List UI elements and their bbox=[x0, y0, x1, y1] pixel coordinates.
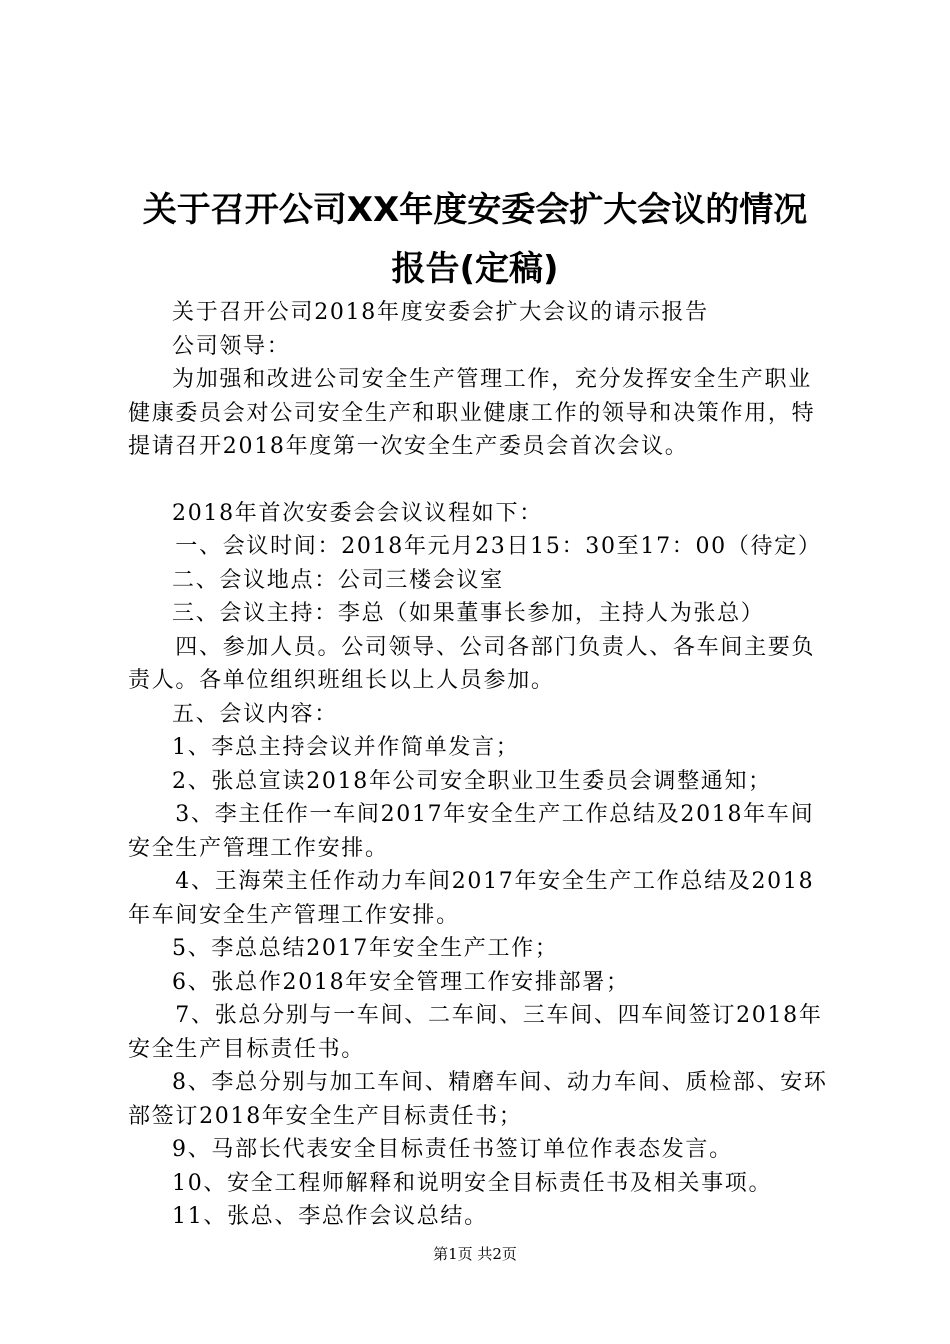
content-item-2: 2、张总宣读2018年公司安全职业卫生委员会调整通知； bbox=[172, 768, 772, 794]
page-number-footer: 第1页 共2页 bbox=[433, 1245, 517, 1263]
intro-paragraph: 为加强和改进公司安全生产管理工作，充分发挥安全生产职业健康委员会对公司安全生产和职业健康工作的领导和决策作用，特提请召开2018年度第一次安全生产委员会首次会议。 bbox=[128, 367, 816, 459]
agenda-item-host: 三、会议主持：李总（如果董事长参加，主持人为张总） bbox=[172, 601, 765, 626]
content-item-7: 7、张总分别与一车间、二车间、三车间、四车间签订2018年安全生产目标责任书。 bbox=[128, 1003, 823, 1062]
content-item-1: 1、李总主持会议并作简单发言； bbox=[172, 735, 520, 760]
content-item-8: 8、李总分别与加工车间、精磨车间、动力车间、质检部、安环部签订2018年安全生产目标责任书； bbox=[128, 1070, 828, 1129]
document-body bbox=[128, 296, 834, 1234]
agenda-item-time: 一、会议时间：2018年元月23日15：30至17：00（待定） bbox=[175, 534, 822, 559]
agenda-item-location: 二、会议地点：公司三楼会议室 bbox=[172, 567, 504, 593]
content-item-10: 10、安全工程师解释和说明安全目标责任书及相关事项。 bbox=[172, 1170, 773, 1196]
document-title-line-1: 关于召开公司XX年度安委会扩大会议的情况 bbox=[142, 190, 808, 230]
content-item-11: 11、张总、李总作会议总结。 bbox=[172, 1204, 488, 1229]
salutation: 公司领导： bbox=[172, 333, 291, 359]
agenda-heading: 2018年首次安委会会议议程如下： bbox=[172, 500, 543, 526]
content-item-5: 5、李总总结2017年安全生产工作； bbox=[172, 936, 559, 961]
agenda-item-attendees: 四、参加人员。公司领导、公司各部门负责人、各车间主要负责人。各单位组织班组长以上人员参加。 bbox=[128, 634, 816, 693]
content-item-3: 3、李主任作一车间2017年安全生产工作总结及2018年车间安全生产管理工作安排。 bbox=[128, 802, 815, 861]
agenda-item-content: 五、会议内容： bbox=[172, 701, 338, 727]
request-heading: 关于召开公司2018年度安委会扩大会议的请示报告 bbox=[172, 300, 709, 325]
document-title-line-2: 报告(定稿) bbox=[391, 249, 559, 289]
content-item-9: 9、马部长代表安全目标责任书签订单位作表态发言。 bbox=[172, 1137, 733, 1162]
content-item-4: 4、王海荣主任作动力车间2017年安全生产工作总结及2018年车间安全生产管理工作安排。 bbox=[128, 869, 815, 928]
content-item-6: 6、张总作2018年安全管理工作安排部署； bbox=[172, 969, 630, 995]
